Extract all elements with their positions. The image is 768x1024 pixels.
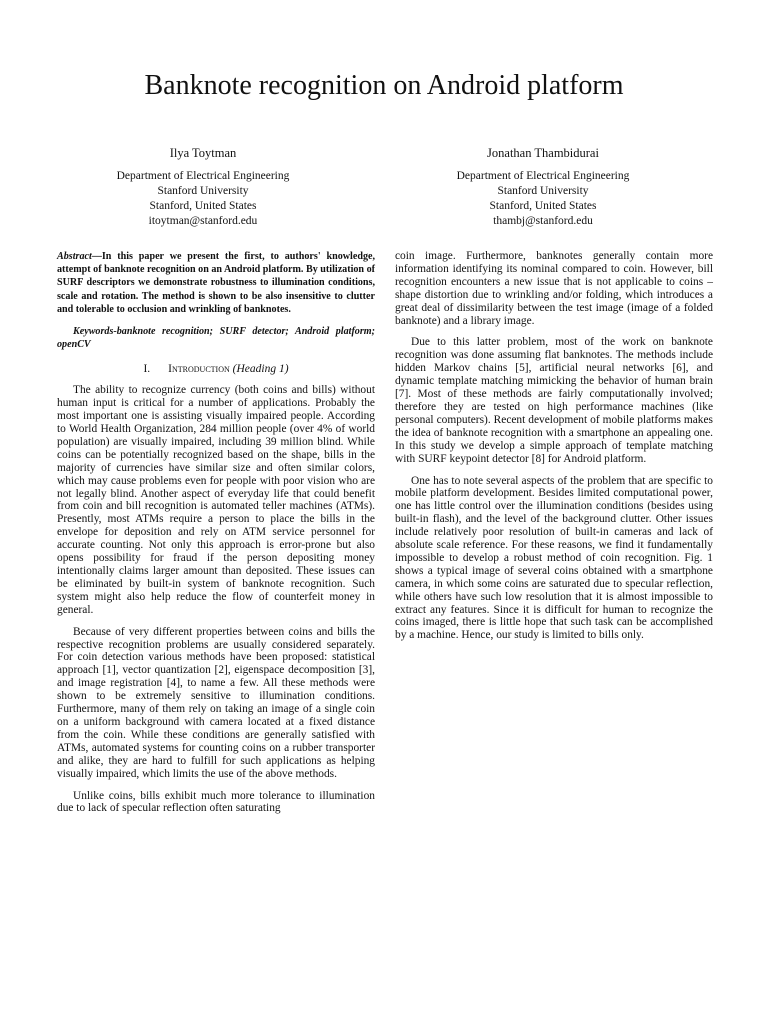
author-department: Department of Electrical Engineering <box>116 170 290 182</box>
section-heading <box>57 363 375 376</box>
paragraph: Because of very different properties between coins and bills the respective recognition problems are usually considered separately. For coin detection various methods have been proposed: statistical approach [1], vector quantization [2], eigenspace decomposition [3], and image registration [4], to name a few. All these methods were shown to be extremely sensitive to illumination conditions. Furthermore, many of them rely on taking an image of a single coin on a uniform background with camera located at a fixed distance from the coin. While these conditions are generally satisfied with ATMs, automated systems for counting coins on a rubber transporter and alike, they are hard to fulfill for such applications as helping visually impaired, which limits the use of the above methods. <box>57 625 375 780</box>
author-location: Stanford, United States <box>489 200 597 212</box>
section-number: I. <box>143 363 151 376</box>
author-email: itoytman@stanford.edu <box>148 215 258 227</box>
abstract-dash: — <box>91 251 102 262</box>
author-email: thambj@stanford.edu <box>493 215 593 227</box>
author-name: Ilya Toytman <box>169 146 237 160</box>
paper-title: Banknote recognition on Android platform <box>144 70 624 101</box>
right-column <box>395 250 713 651</box>
author-block-2 <box>413 146 673 229</box>
abstract-label: Abstract <box>57 251 92 262</box>
author-department: Department of Electrical Engineering <box>456 170 630 182</box>
paragraph: The ability to recognize currency (both coins and bills) without human input is critical for a number of applications. Probably the most important one is assisting visually impaired people. According to World Health Organization, 284 million people (over 4% of world population) are visually impaired, including 39 million blind. While coins can be potentially recognized based on the shape, bills in the majority of currencies have similar size and often similar colors, which may cause problems even for people with poor vision who are not legally blind. Another aspect of everyday life that could benefit from coin and bill recognition is automated teller machines (ATMs). Presently, most ATMs require a person to place the bills in the envelope for deposition and rely on ATM service personnel for accurate counting. Not only this approach is error-prone but also opens possibility for fraud if the person depositing money intentionally claims larger amount than deposited. These issues can be eliminated by built-in system of banknote recognition. Such system might also help reduce the flow of counterfeit money in general. <box>57 384 375 616</box>
author-location: Stanford, United States <box>149 200 257 212</box>
author-block-1 <box>73 146 333 229</box>
author-university: Stanford University <box>497 185 589 197</box>
paragraph: Unlike coins, bills exhibit much more tolerance to illumination due to lack of specular reflection often saturating <box>57 789 375 815</box>
left-column <box>57 250 375 824</box>
keywords: Keywords-banknote recognition; SURF detector; Android platform; openCV <box>57 326 375 351</box>
author-name: Jonathan Thambidurai <box>487 146 599 160</box>
abstract <box>57 250 375 316</box>
paragraph: Due to this latter problem, most of the work on banknote recognition was done assuming flat banknotes. The methods include hidden Markov chains [5], artificial neural networks [6], and dynamic template matching mimicking the behavior of human brain [7]. Most of these methods are fairly computationally involved; therefore they are tested on high performance machines (like personal computers). Recent development of mobile platforms makes the idea of banknote recognition with a smartphone an appealing one. In this study we develop a simple approach of template matching with SURF keypoint detector [8] for Android platform. <box>395 336 713 465</box>
section-name: Introduction <box>168 363 230 376</box>
section-heading-note: (Heading 1) <box>232 363 289 376</box>
paragraph: One has to note several aspects of the problem that are specific to mobile platform development. Besides limited computational power, one has little control over the illumination conditions (besides using built-in flash), and the level of the background clutter. Other issues include relatively poor resolution of built-in cameras and lack of absolute scale reference. For these reasons, we find it fundamentally impossible to develop a robust method of coin recognition. Fig. 1 shows a typical image of several coins obtained with a smartphone camera, in which some coins are saturated due to specular reflection, while others have such low resolution that it is almost impossible to extract any features. Since it is difficult for human to recognize the coins imaged, there is little hope that such task can be accomplished by a machine. Hence, our study is limited to bills only. <box>395 474 713 642</box>
abstract-text: In this paper we present the first, to authors' knowledge, attempt of banknote recognition on an Android platform. By utilization of SURF descriptors we demonstrate robustness to illumination conditions, scale and rotation. The method is shown to be also insensitive to clutter and tolerable to occlusion and wrinkling of banknotes. <box>57 251 375 315</box>
paragraph: coin image. Furthermore, banknotes generally contain more information identifying its nominal compared to coin. However, bill recognition encounters a new issue that is not applicable to coins – shape distortion due to wrinkling and/or folding, which introduces a great deal of dissimilarity between the test image (image of a folded banknote) and a library image. <box>395 250 713 327</box>
author-university: Stanford University <box>157 185 249 197</box>
